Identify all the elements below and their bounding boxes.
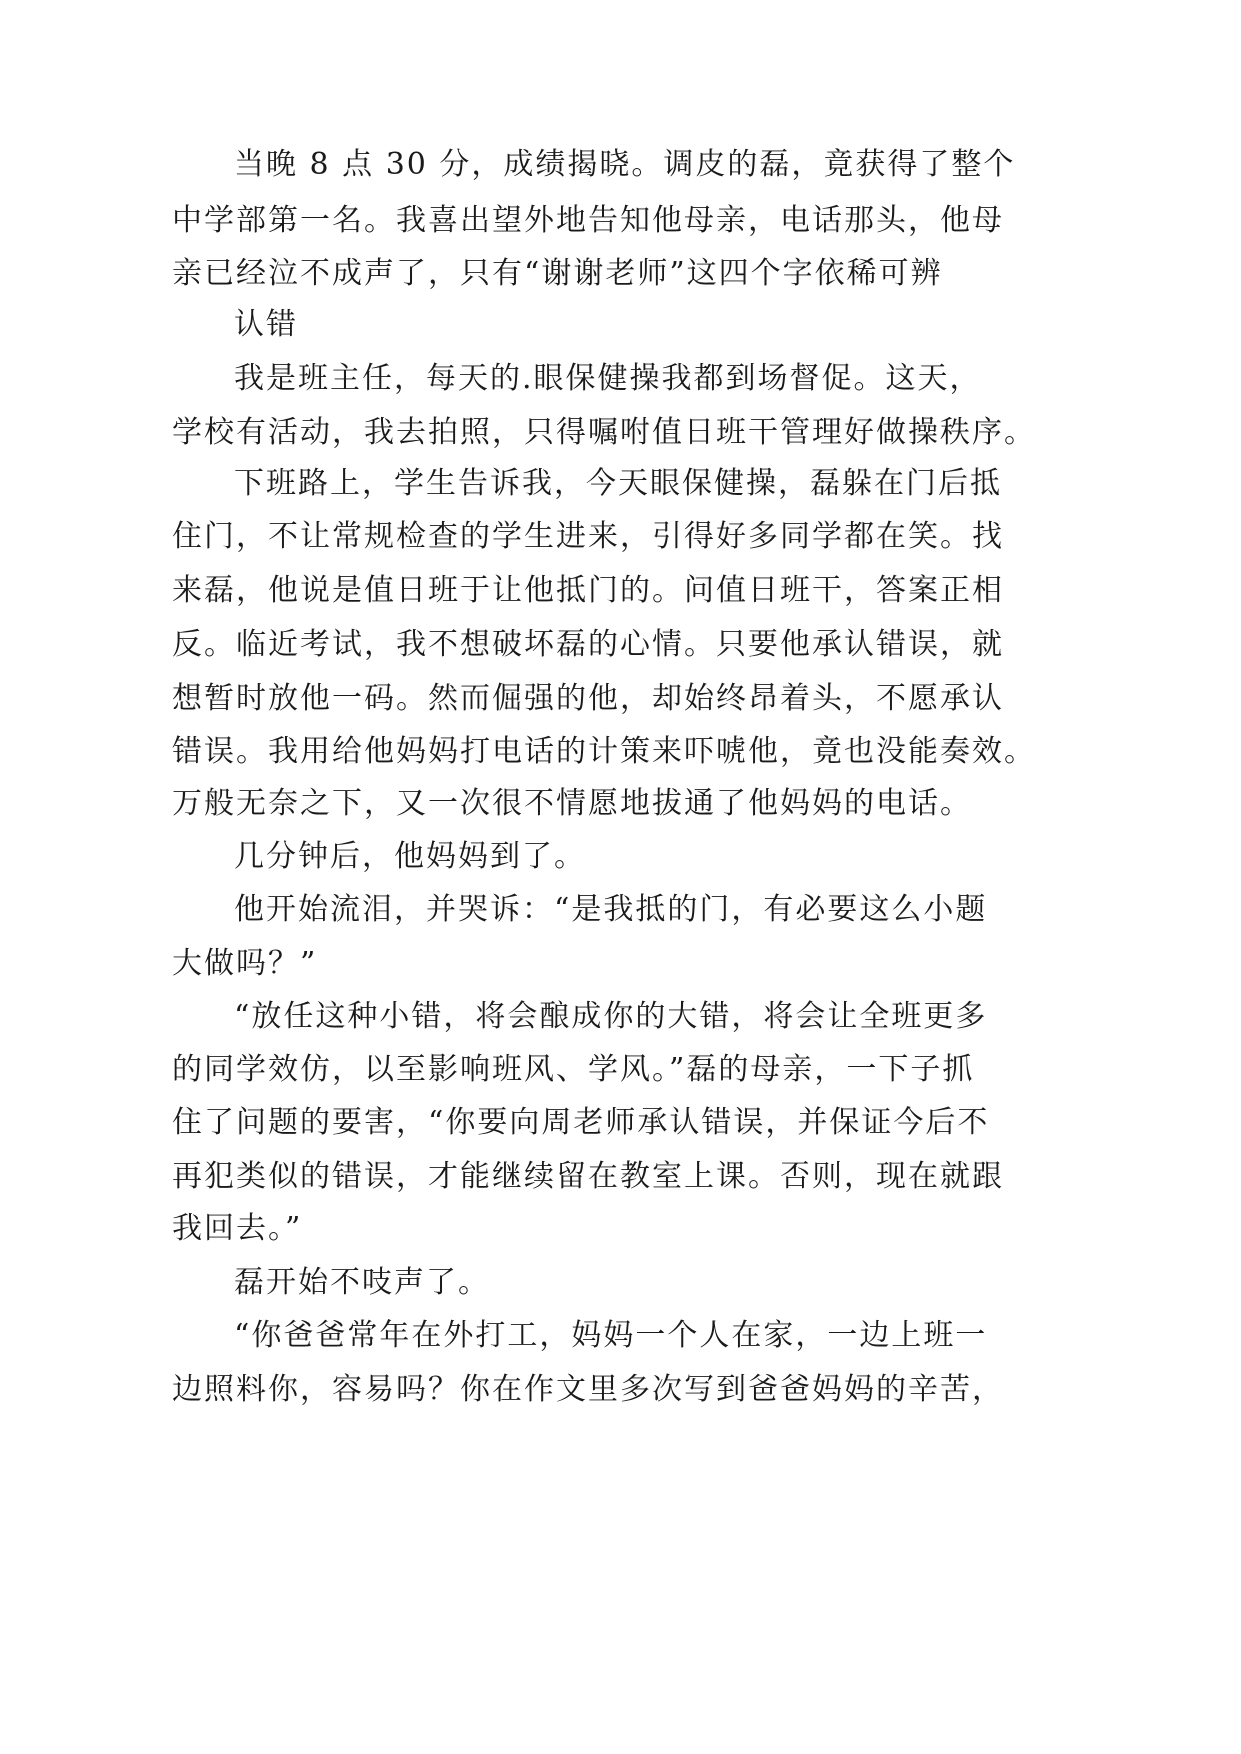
text-line: 大做吗？” [172, 946, 318, 981]
text-line: 他开始流泪，并哭诉：“是我抵的门，有必要这么小题 [234, 892, 988, 927]
text-line: 磊开始不吱声了。 [234, 1265, 490, 1300]
text-line: 几分钟后，他妈妈到了。 [234, 839, 586, 874]
text-line: 想暂时放他一码。然而倔强的他，却始终昂着头，不愿承认 [172, 681, 1004, 716]
text-line: 住门，不让常规检查的学生进来，引得好多同学都在笑。找 [172, 519, 1004, 554]
text-line: 再犯类似的错误，才能继续留在教室上课。否则，现在就跟 [172, 1159, 1004, 1194]
text-line: 我是班主任，每天的.眼保健操我都到场督促。这天， [234, 361, 982, 396]
section-heading: 认错 [234, 307, 298, 342]
text-line: 亲已经泣不成声了，只有“谢谢老师”这四个字依稀可辨 [172, 256, 943, 291]
text-line: 来磊，他说是值日班于让他抵门的。问值日班干，答案正相 [172, 573, 1004, 608]
text-line: 反。临近考试，我不想破坏磊的心情。只要他承认错误，就 [172, 627, 1004, 662]
text-line: 下班路上，学生告诉我，今天眼保健操，磊躲在门后抵 [234, 466, 1002, 501]
text-line: 学校有活动，我去拍照，只得嘱咐值日班干管理好做操秩序。 [172, 415, 1036, 450]
text-line: 错误。我用给他妈妈打电话的计策来吓唬他，竟也没能奏效。 [172, 734, 1036, 769]
text-line: 中学部第一名。我喜出望外地告知他母亲，电话那头，他母 [172, 203, 1004, 238]
text-line: 我回去。” [172, 1211, 303, 1246]
text-line: 万般无奈之下，又一次很不情愿地拔通了他妈妈的电话。 [172, 786, 972, 821]
text-line: 住了问题的要害，“你要向周老师承认错误，并保证今后不 [172, 1105, 990, 1140]
text-line: 的同学效仿，以至影响班风、学风。”磊的母亲，一下子抓 [172, 1052, 975, 1087]
text-line: 边照料你，容易吗？你在作文里多次写到爸爸妈妈的辛苦， [172, 1372, 1004, 1407]
text-line: 当晚 8 点 30 分，成绩揭晓。调皮的磊，竟获得了整个 [234, 147, 1016, 182]
text-line: “放任这种小错，将会酿成你的大错，将会让全班更多 [234, 999, 988, 1034]
text-line: “你爸爸常年在外打工，妈妈一个人在家，一边上班一 [234, 1318, 988, 1353]
